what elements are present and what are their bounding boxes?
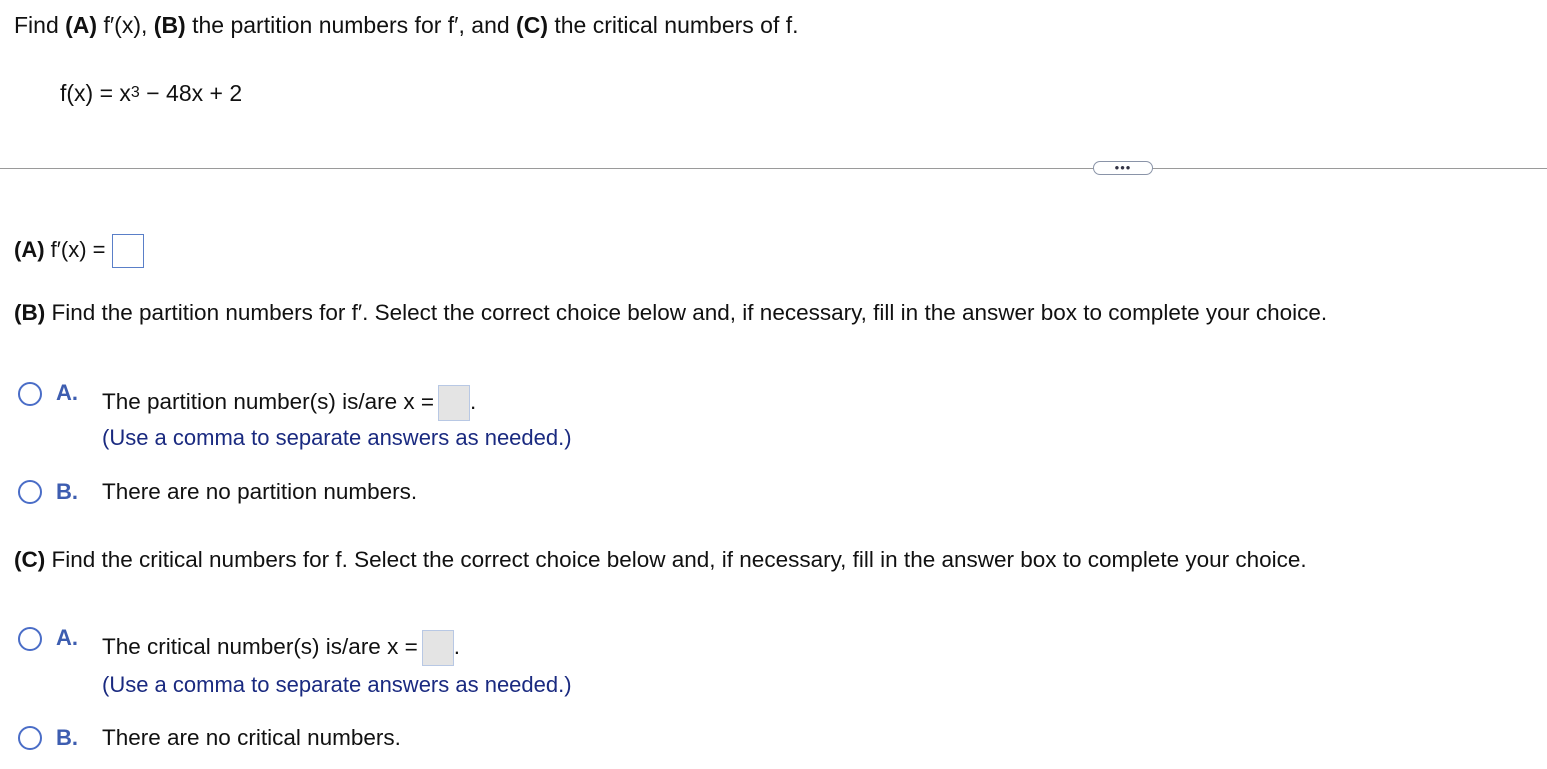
more-options-button[interactable]: ••• [1093, 161, 1153, 175]
part-c-prompt [14, 547, 1307, 573]
partition-answer-box[interactable] [438, 385, 470, 421]
partition-option-a-letter: A. [56, 380, 78, 405]
part-a [14, 234, 144, 268]
critical-option-b-letter: B. [56, 725, 78, 750]
question-a-label: (A) [65, 12, 98, 38]
question-c-label: (C) [516, 12, 548, 38]
question-b-label: (B) [153, 12, 186, 38]
critical-option-a-radio[interactable] [18, 627, 42, 651]
critical-option-a-letter: A. [56, 625, 78, 650]
part-b-text: Find the partition numbers for f′. Select the correct choice below and, if necessary, fill in the answer box to complete your choice. [45, 300, 1328, 325]
partition-option-a-suffix: . [470, 388, 477, 414]
function-expression [60, 80, 242, 107]
function-exponent: 3 [130, 84, 140, 101]
critical-option-a-text: The critical number(s) is/are x = [102, 633, 418, 659]
derivative-answer-box[interactable] [112, 234, 144, 268]
part-b-prompt [14, 300, 1327, 326]
critical-option-a-suffix: . [453, 633, 460, 659]
function-rhs: − 48x + 2 [139, 80, 243, 106]
partition-hint: (Use a comma to separate answers as needed.) [102, 425, 572, 450]
section-divider [0, 168, 1547, 169]
critical-hint: (Use a comma to separate answers as needed.) [102, 672, 572, 697]
critical-option-a [102, 630, 460, 666]
question-a-text: f′(x), [97, 12, 154, 38]
partition-option-a-text: The partition number(s) is/are x = [102, 388, 435, 414]
partition-option-b-text: There are no partition numbers. [102, 479, 418, 504]
question-b-text: the partition numbers for f′, and [185, 12, 517, 38]
function-lhs: f(x) = x [60, 80, 131, 106]
partition-option-a-radio[interactable] [18, 382, 42, 406]
critical-option-b-radio[interactable] [18, 726, 42, 750]
part-c-label: (C) [14, 547, 46, 572]
critical-option-b-text: There are no critical numbers. [102, 725, 401, 750]
question-text [14, 12, 799, 39]
critical-answer-box[interactable] [422, 630, 454, 666]
partition-option-b-radio[interactable] [18, 480, 42, 504]
part-a-label: (A) [14, 236, 45, 262]
part-b-label: (B) [14, 300, 46, 325]
question-intro: Find [14, 12, 66, 38]
part-c-text: Find the critical numbers for f. Select the correct choice below and, if necessary, fill in the answer box to complete your choice. [45, 547, 1307, 572]
partition-option-a [102, 385, 476, 421]
part-a-text: f′(x) = [44, 236, 106, 262]
partition-option-b-letter: B. [56, 479, 78, 504]
question-c-text: the critical numbers of f. [547, 12, 799, 38]
